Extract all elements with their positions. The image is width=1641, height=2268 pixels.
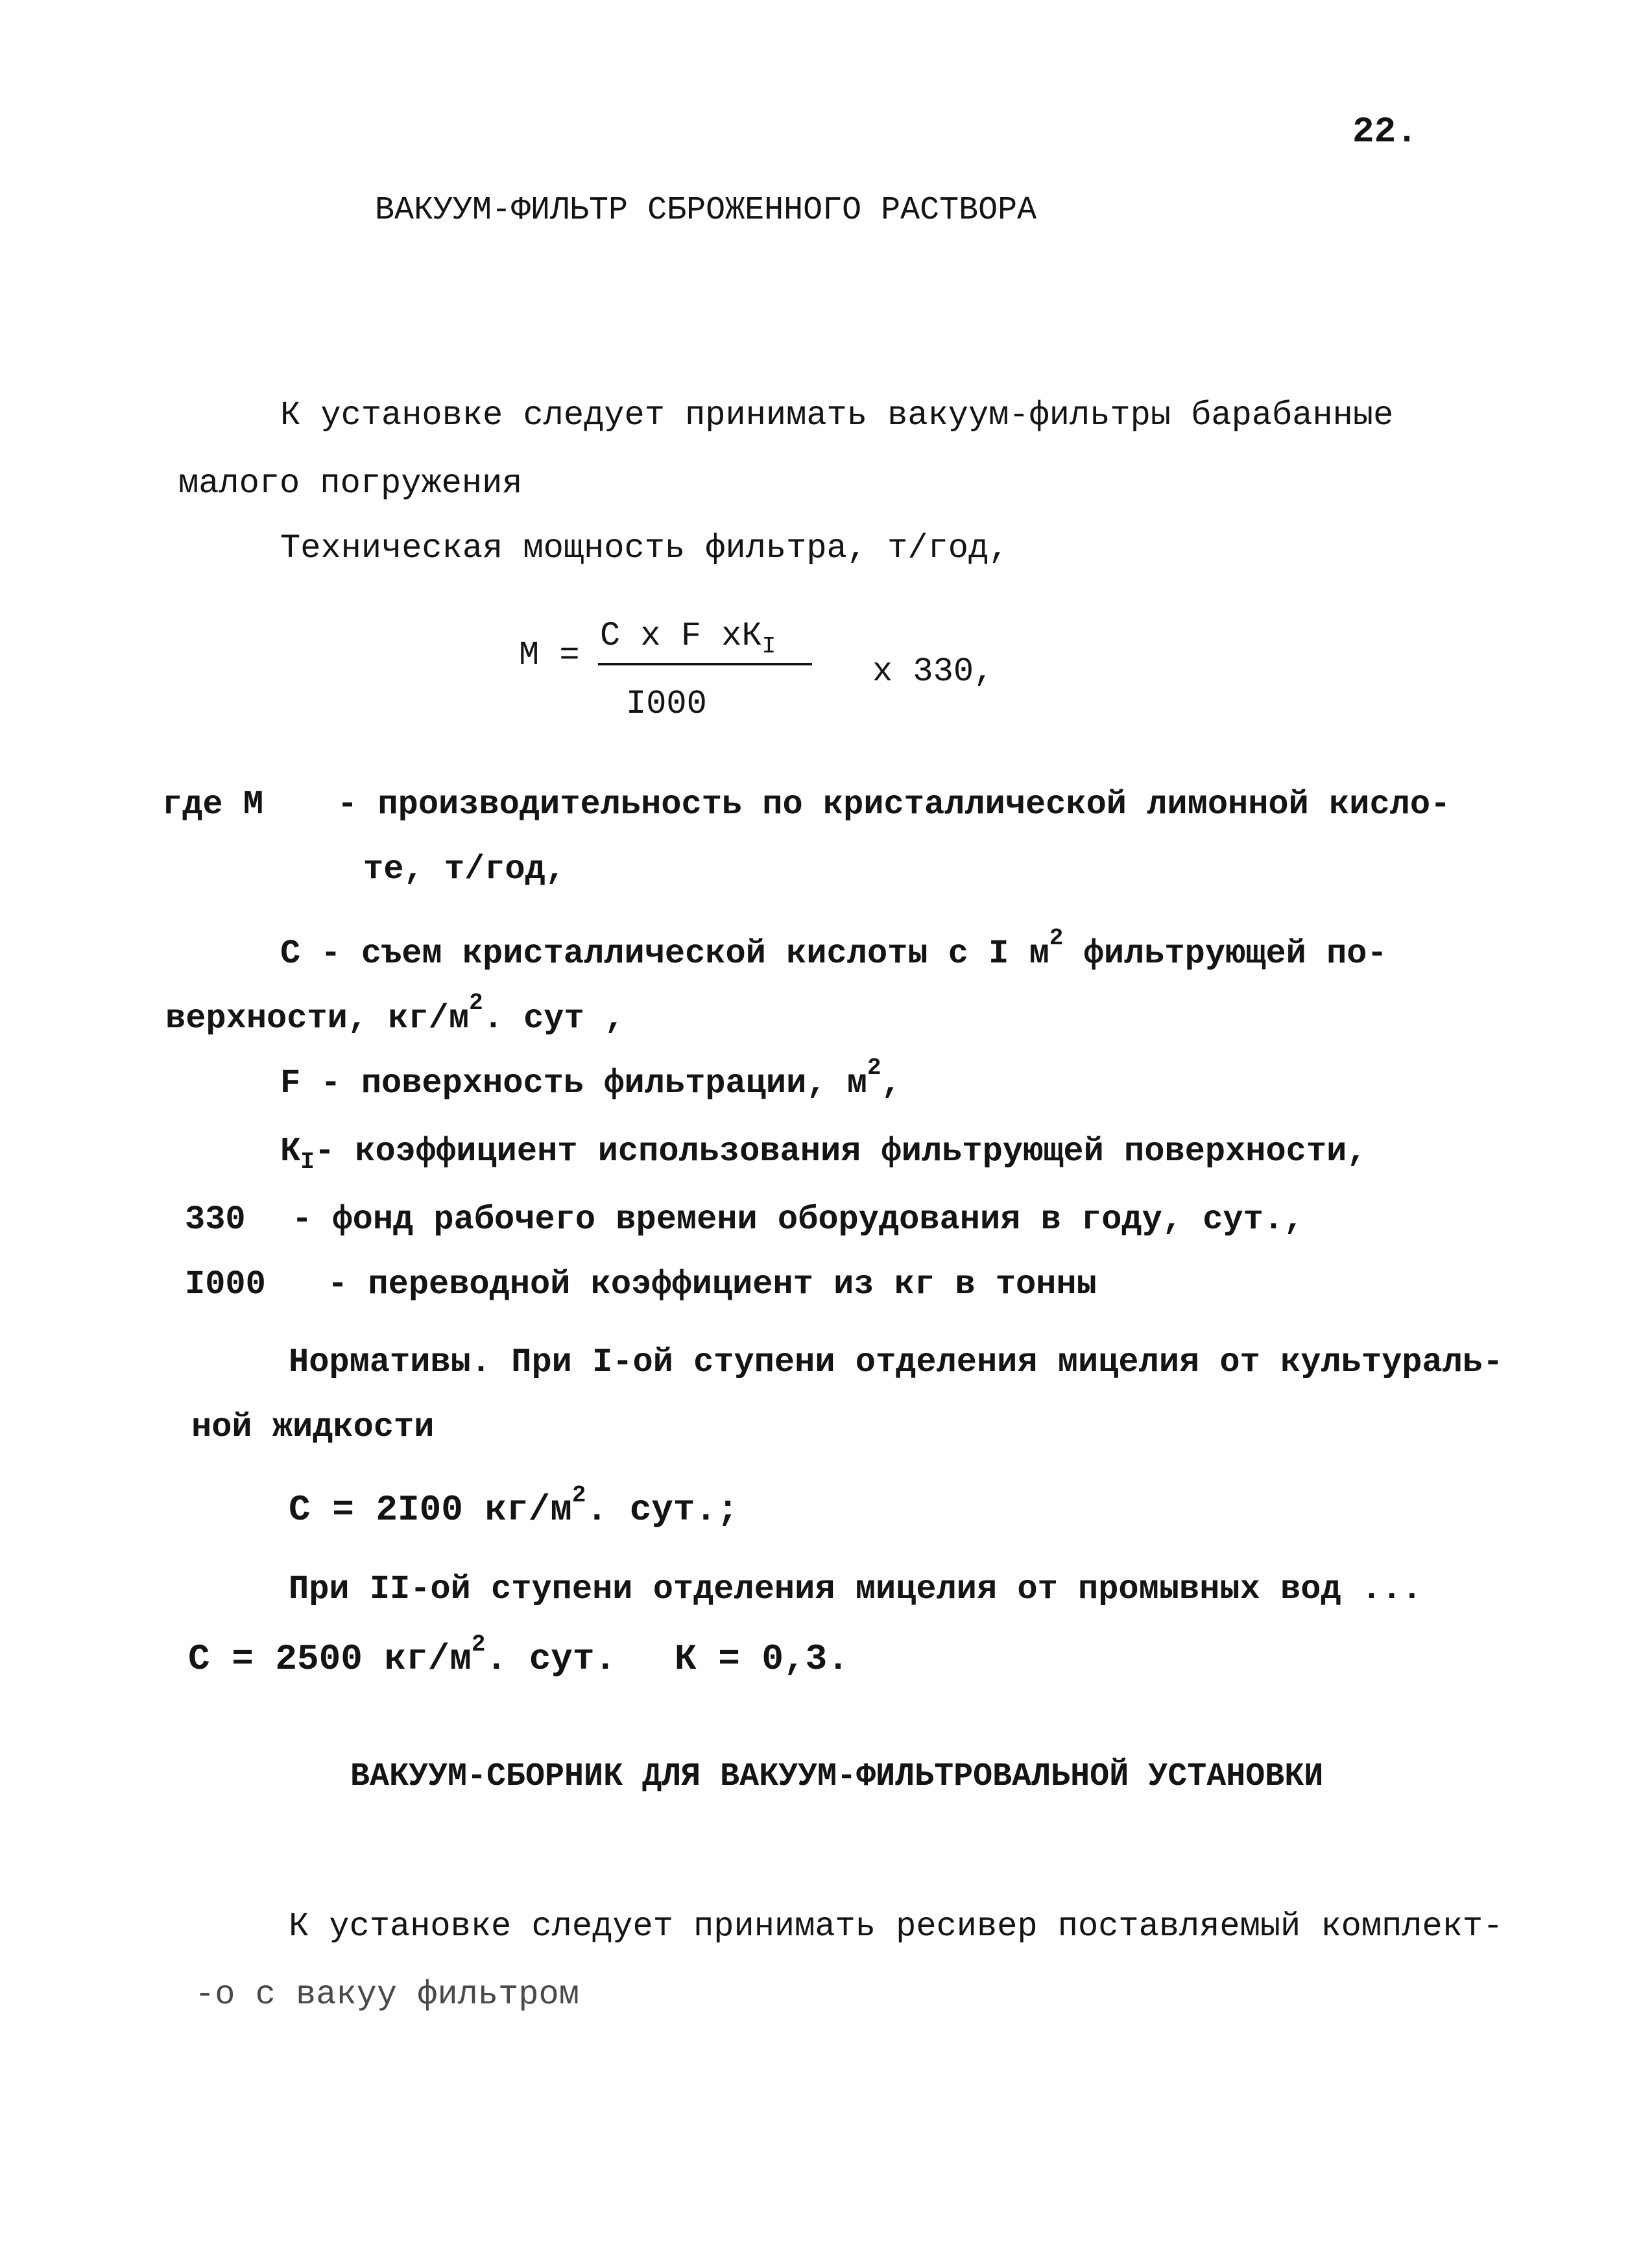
def-f — [280, 1055, 902, 1103]
def-f-end: , — [881, 1064, 902, 1103]
formula-numerator-text: С х F хК — [600, 617, 762, 655]
def-k-text: - коэффициент использования фильтрующей поверхности, — [314, 1132, 1367, 1171]
norm-c1-end: . сут.; — [586, 1489, 739, 1531]
norm-c1-text: С = 2I00 кг/м — [289, 1489, 572, 1531]
paragraph-install-line2: малого погружения — [178, 464, 523, 503]
def-f-superscript: 2 — [867, 1055, 881, 1081]
def-330-text: - фонд рабочего времени оборудования в году, сут., — [292, 1200, 1304, 1239]
norm-c2 — [188, 1631, 617, 1680]
section-title-vacuum-filter: ВАКУУМ-ФИЛЬТР СБРОЖЕННОГО РАСТВОРА — [375, 192, 1037, 229]
section-title-vacuum-collector: ВАКУУМ-СБОРНИК ДЛЯ ВАКУУМ-ФИЛЬТРОВАЛЬНОЙ УСТАНОВКИ — [350, 1758, 1324, 1795]
formula-numerator — [600, 617, 776, 660]
def-c-line2-text: верхности, кг/м — [165, 999, 470, 1038]
formula-lhs: М = — [519, 636, 580, 674]
def-m-lead: где М — [162, 785, 264, 824]
def-c-line2-end: . сут , — [483, 999, 625, 1038]
paragraph-technical-capacity: Техническая мощность фильтра, т/год, — [280, 529, 1009, 567]
norms-line2: ной жидкости — [191, 1408, 435, 1446]
def-c-line1-end: фильтрующей по- — [1063, 935, 1387, 973]
norms-line1: Нормативы. При I-ой ступени отделения мицелия от культураль- — [289, 1343, 1503, 1381]
def-k-subscript: I — [300, 1149, 315, 1175]
def-k-lead: К — [280, 1132, 301, 1171]
def-330-number: 330 — [185, 1200, 246, 1239]
def-c-line1 — [280, 925, 1387, 973]
norm-c2-end: . сут. — [485, 1638, 617, 1680]
formula-denominator: I000 — [626, 685, 707, 723]
def-k — [280, 1132, 1367, 1175]
def-m-continuation: те, т/год, — [363, 850, 566, 889]
def-c-line2 — [165, 990, 625, 1038]
paragraph-install-line1: К установке следует принимать вакуум-фильтры барабанные — [280, 396, 1394, 435]
norm-c1-superscript: 2 — [571, 1482, 586, 1509]
norm-k: К = 0,3. — [675, 1638, 849, 1680]
def-1000-text: - переводной коэффициент из кг в тонны — [328, 1265, 1097, 1304]
norm-c2-text: С = 2500 кг/м — [188, 1638, 472, 1680]
def-m-text: - производительность по кристаллической лимонной кисло- — [337, 785, 1451, 824]
def-f-text: F - поверхность фильтрации, м — [280, 1064, 867, 1103]
paragraph-receiver-line2: -о с вакуу фильтром — [195, 1976, 579, 2014]
formula-numerator-subscript: I — [761, 633, 776, 660]
norm-c2-superscript: 2 — [471, 1631, 486, 1658]
fraction-bar — [598, 663, 812, 665]
def-c-line1-superscript: 2 — [1049, 925, 1064, 951]
def-c-line1-text: С - съем кристаллической кислоты с I м — [280, 935, 1049, 973]
def-c-line2-superscript: 2 — [469, 990, 483, 1016]
paragraph-receiver-line1: К установке следует принимать ресивер поставляемый комплект- — [289, 1907, 1503, 1946]
def-1000-number: I000 — [185, 1265, 266, 1304]
page-number: 22. — [1352, 111, 1418, 152]
formula-multiplier: х 330, — [872, 652, 994, 691]
norms-line3: При II-ой ступени отделения мицелия от промывных вод ... — [289, 1570, 1422, 1608]
norm-c1 — [289, 1482, 739, 1531]
